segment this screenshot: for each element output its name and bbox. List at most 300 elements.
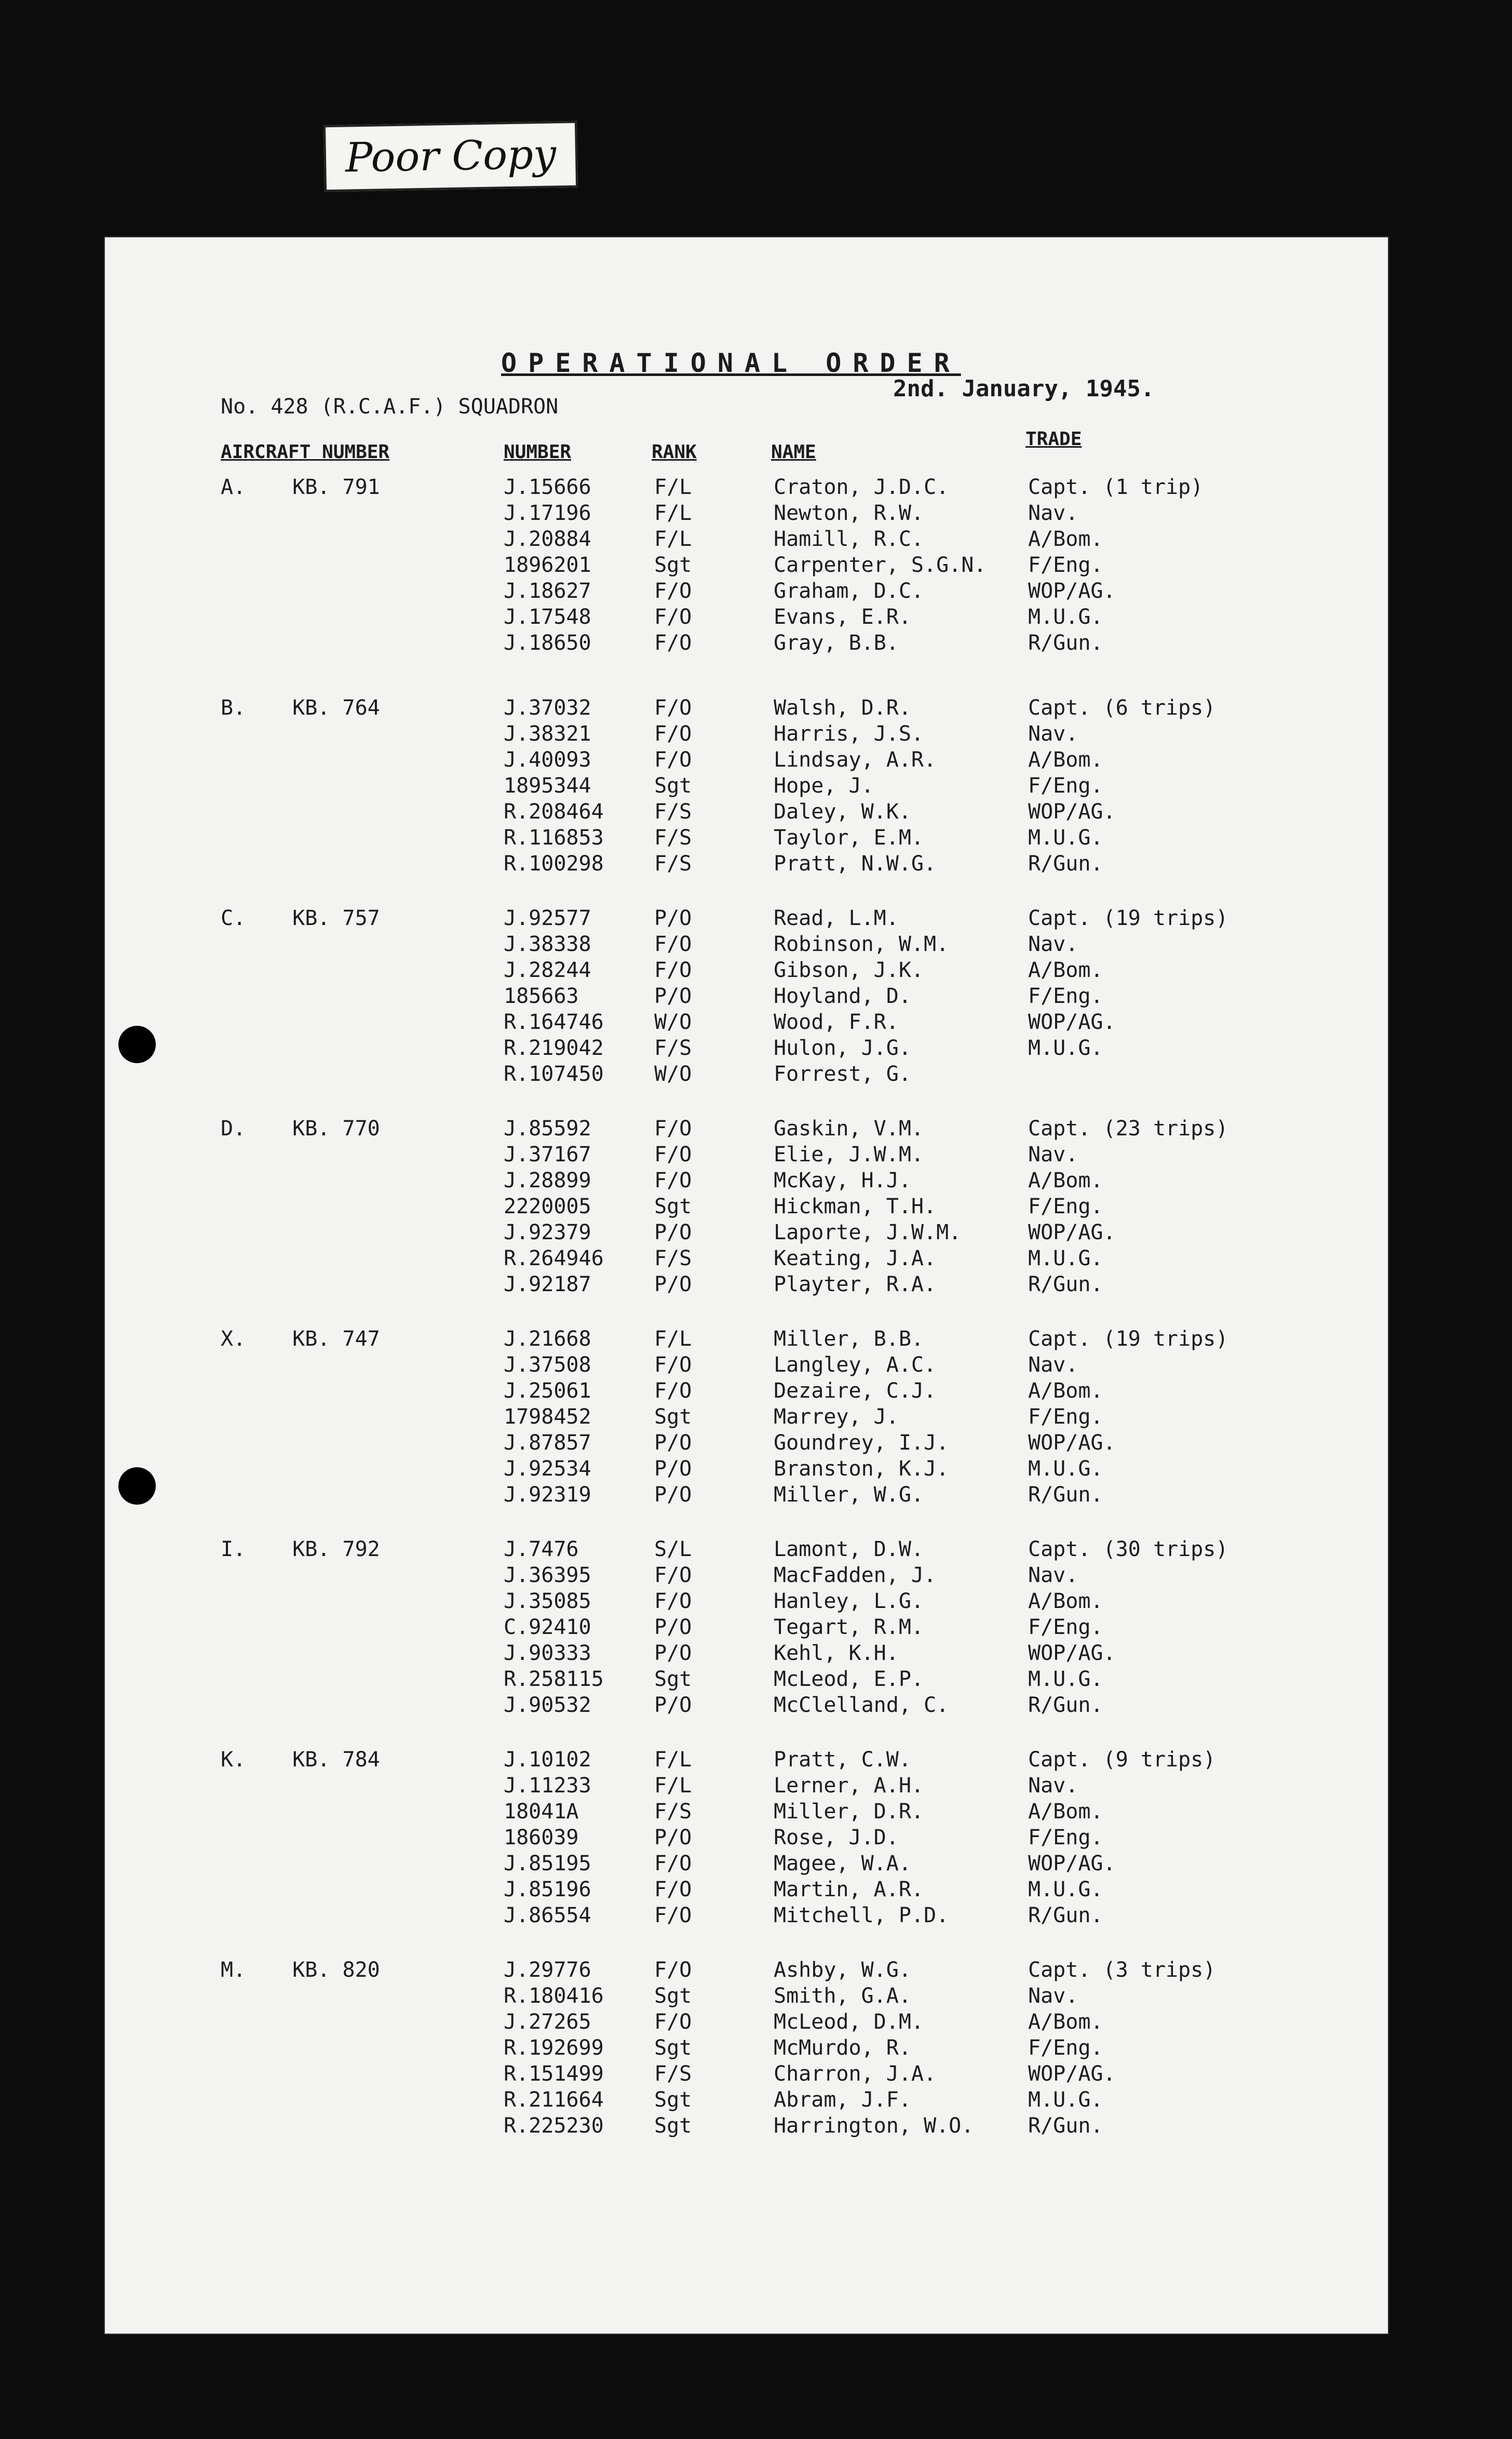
crew-row (504, 984, 1282, 1010)
crew-row (504, 1667, 1282, 1693)
crew-rank: F/S (654, 1800, 692, 1824)
crew-number: J.21668 (504, 1327, 591, 1351)
header-number: NUMBER (504, 441, 572, 463)
aircraft-serial: KB. 757 (292, 906, 380, 930)
crew-rank: P/O (654, 1615, 692, 1639)
crew-trade: A/Bom. (1028, 1169, 1103, 1192)
punch-hole (118, 1026, 156, 1063)
crew-trade: R/Gun. (1028, 1272, 1103, 1296)
crew-number: R.180416 (504, 1984, 604, 2008)
crew-row (504, 748, 1282, 774)
crew-trade: Nav. (1028, 501, 1078, 525)
crew-row (504, 1327, 1282, 1353)
squadron-name: No. 428 (R.C.A.F.) SQUADRON (221, 395, 559, 419)
crew-number: J.37508 (504, 1353, 591, 1377)
crew-trade: Capt. (9 trips) (1028, 1748, 1216, 1772)
header-name: NAME (771, 441, 816, 463)
crew-rank: F/O (654, 748, 692, 772)
crew-row (504, 1117, 1282, 1143)
crew-rank: Sgt (654, 1195, 692, 1218)
crew-number: J.92319 (504, 1483, 591, 1507)
crew-number: J.27265 (504, 2010, 591, 2034)
crew-rank: F/O (654, 1353, 692, 1377)
crew-name: McClelland, C. (774, 1693, 949, 1717)
crew-rank: F/S (654, 826, 692, 850)
crew-name: Pratt, C.W. (774, 1748, 911, 1772)
crew-row (504, 906, 1282, 932)
aircraft-letter: M. (221, 1958, 246, 1982)
crew-rank: Sgt (654, 1405, 692, 1429)
aircraft-label (221, 475, 380, 499)
crew-number: R.164746 (504, 1010, 604, 1034)
crew-row (504, 1353, 1282, 1379)
crew-rank: P/O (654, 1641, 692, 1665)
crew-name: Marrey, J. (774, 1405, 899, 1429)
crew-rank: F/O (654, 1589, 692, 1613)
crew-row (504, 852, 1282, 878)
crew-trade: R/Gun. (1028, 1483, 1103, 1507)
document-date: 2nd. January, 1945. (893, 376, 1155, 402)
crew-row (504, 1036, 1282, 1062)
crew-number: R.219042 (504, 1036, 604, 1060)
crew-name: Walsh, D.R. (774, 696, 911, 720)
header-trade: TRADE (1025, 428, 1082, 450)
crew-name: Tegart, R.M. (774, 1615, 924, 1639)
crew-number: J.85195 (504, 1852, 591, 1875)
crew-rank: F/O (654, 958, 692, 982)
crew-number: J.36395 (504, 1563, 591, 1587)
crew-number: J.10102 (504, 1748, 591, 1772)
crew-name: Langley, A.C. (774, 1353, 937, 1377)
crew-name: Charron, J.A. (774, 2062, 937, 2086)
crew-row (504, 527, 1282, 553)
crew-rank: P/O (654, 1693, 692, 1717)
aircraft-letter: X. (221, 1327, 246, 1351)
crew-row (504, 1537, 1282, 1563)
crew-name: Hoyland, D. (774, 984, 911, 1008)
crew-row (504, 1904, 1282, 1929)
crew-row (504, 1958, 1282, 1984)
crew-name: Graham, D.C. (774, 579, 924, 603)
crew-number: J.15666 (504, 475, 591, 499)
crew-name: Laporte, J.W.M. (774, 1221, 962, 1244)
crew-rank: P/O (654, 906, 692, 930)
crew-name: Gaskin, V.M. (774, 1117, 924, 1141)
crew-name: McMurdo, R. (774, 2036, 911, 2060)
crew-number: 1896201 (504, 553, 591, 577)
crew-trade: M.U.G. (1028, 1036, 1103, 1060)
crew-number: J.90532 (504, 1693, 591, 1717)
crew-row (504, 826, 1282, 852)
crew-trade: R/Gun. (1028, 1693, 1103, 1717)
punch-hole (118, 1467, 156, 1505)
crew-row (504, 631, 1282, 657)
crew-name: Pratt, N.W.G. (774, 852, 937, 876)
crew-number: J.92577 (504, 906, 591, 930)
crew-rank: Sgt (654, 2114, 692, 2138)
crew-row (504, 1457, 1282, 1483)
crew-rank: F/O (654, 1904, 692, 1927)
crew-trade: M.U.G. (1028, 826, 1103, 850)
crew-trade: Nav. (1028, 1984, 1078, 2008)
crew-rank: F/O (654, 932, 692, 956)
crew-number: J.29776 (504, 1958, 591, 1982)
crew-number: J.20884 (504, 527, 591, 551)
aircraft-label (221, 1327, 380, 1351)
crew-trade: F/Eng. (1028, 774, 1103, 798)
crew-number: R.258115 (504, 1667, 604, 1691)
crew-rank: F/S (654, 1036, 692, 1060)
crew-number: J.7476 (504, 1537, 579, 1561)
crew-number: J.90333 (504, 1641, 591, 1665)
crew-rank: P/O (654, 1431, 692, 1455)
crew-trade: WOP/AG. (1028, 579, 1116, 603)
aircraft-serial: KB. 792 (292, 1537, 380, 1561)
document-title: OPERATIONAL ORDER (501, 348, 961, 378)
crew-row (504, 1195, 1282, 1221)
crew-number: J.92187 (504, 1272, 591, 1296)
aircraft-label (221, 696, 380, 720)
crew-number: R.100298 (504, 852, 604, 876)
crew-number: J.85196 (504, 1878, 591, 1901)
crew-name: Playter, R.A. (774, 1272, 937, 1296)
crew-number: J.18650 (504, 631, 591, 655)
crew-number: J.92379 (504, 1221, 591, 1244)
crew-name: Daley, W.K. (774, 800, 911, 824)
crew-trade: R/Gun. (1028, 1904, 1103, 1927)
crew-name: Miller, W.G. (774, 1483, 924, 1507)
crew-row (504, 2114, 1282, 2140)
crew-name: Branston, K.J. (774, 1457, 949, 1481)
crew-row (504, 2088, 1282, 2114)
crew-rank: F/O (654, 1958, 692, 1982)
aircraft-letter: C. (221, 906, 246, 930)
crew-rank: F/L (654, 1774, 692, 1798)
crew-trade: M.U.G. (1028, 1878, 1103, 1901)
crew-rank: Sgt (654, 774, 692, 798)
aircraft-serial: KB. 791 (292, 475, 380, 499)
crew-rank: Sgt (654, 2036, 692, 2060)
crew-rank: F/O (654, 605, 692, 629)
crew-name: Ashby, W.G. (774, 1958, 911, 1982)
crew-number: 1798452 (504, 1405, 591, 1429)
crew-trade: Nav. (1028, 722, 1078, 746)
crew-row (504, 1379, 1282, 1405)
crew-row (504, 553, 1282, 579)
crew-row (504, 1483, 1282, 1509)
crew-trade: R/Gun. (1028, 852, 1103, 876)
crew-rank: F/L (654, 501, 692, 525)
crew-number: J.17548 (504, 605, 591, 629)
crew-trade: Capt. (6 trips) (1028, 696, 1216, 720)
crew-number: C.92410 (504, 1615, 591, 1639)
crew-trade: M.U.G. (1028, 1457, 1103, 1481)
crew-row (504, 501, 1282, 527)
crew-number: R.208464 (504, 800, 604, 824)
crew-name: Craton, J.D.C. (774, 475, 949, 499)
crew-name: Magee, W.A. (774, 1852, 911, 1875)
crew-number: J.92534 (504, 1457, 591, 1481)
crew-row (504, 579, 1282, 605)
crew-row (504, 1826, 1282, 1852)
crew-row (504, 932, 1282, 958)
crew-rank: F/O (654, 1852, 692, 1875)
crew-number: J.40093 (504, 748, 591, 772)
crew-rank: W/O (654, 1010, 692, 1034)
crew-name: Lindsay, A.R. (774, 748, 937, 772)
crew-trade: M.U.G. (1028, 2088, 1103, 2112)
crew-row (504, 1563, 1282, 1589)
crew-number: J.87857 (504, 1431, 591, 1455)
crew-row (504, 722, 1282, 748)
crew-rank: F/S (654, 800, 692, 824)
crew-number: J.28244 (504, 958, 591, 982)
crew-number: 1895344 (504, 774, 591, 798)
crew-rank: P/O (654, 1483, 692, 1507)
crew-number: J.11233 (504, 1774, 591, 1798)
crew-trade: A/Bom. (1028, 527, 1103, 551)
crew-row (504, 1984, 1282, 2010)
aircraft-serial: KB. 770 (292, 1117, 380, 1141)
crew-row (504, 2062, 1282, 2088)
crew-row (504, 1221, 1282, 1247)
crew-name: Martin, A.R. (774, 1878, 924, 1901)
crew-row (504, 475, 1282, 501)
crew-rank: F/O (654, 1379, 692, 1403)
crew-name: Harrington, W.O. (774, 2114, 974, 2138)
crew-row (504, 1143, 1282, 1169)
crew-number: R.151499 (504, 2062, 604, 2086)
crew-row (504, 605, 1282, 631)
crew-trade: M.U.G. (1028, 1667, 1103, 1691)
crew-number: J.28899 (504, 1169, 591, 1192)
crew-number: J.37032 (504, 696, 591, 720)
crew-name: Hanley, L.G. (774, 1589, 924, 1613)
aircraft-label (221, 1117, 380, 1141)
document-sheet (104, 236, 1389, 2335)
crew-trade: Capt. (23 trips) (1028, 1117, 1228, 1141)
crew-row (504, 1589, 1282, 1615)
crew-rank: F/O (654, 579, 692, 603)
crew-number: R.264946 (504, 1247, 604, 1270)
crew-rank: S/L (654, 1537, 692, 1561)
crew-row (504, 1693, 1282, 1719)
aircraft-label (221, 1748, 380, 1772)
crew-trade: WOP/AG. (1028, 2062, 1116, 2086)
crew-trade: R/Gun. (1028, 2114, 1103, 2138)
crew-name: Wood, F.R. (774, 1010, 899, 1034)
crew-name: MacFadden, J. (774, 1563, 937, 1587)
crew-rank: F/O (654, 2010, 692, 2034)
crew-name: Lamont, D.W. (774, 1537, 924, 1561)
crew-rank: P/O (654, 1457, 692, 1481)
crew-number: 185663 (504, 984, 579, 1008)
aircraft-serial: KB. 820 (292, 1958, 380, 1982)
crew-name: Hulon, J.G. (774, 1036, 911, 1060)
aircraft-serial: KB. 764 (292, 696, 380, 720)
aircraft-letter: D. (221, 1117, 246, 1141)
crew-trade: WOP/AG. (1028, 1852, 1116, 1875)
crew-number: R.211664 (504, 2088, 604, 2112)
crew-name: Elie, J.W.M. (774, 1143, 924, 1167)
crew-trade: Capt. (19 trips) (1028, 906, 1228, 930)
aircraft-letter: A. (221, 475, 246, 499)
crew-name: Kehl, K.H. (774, 1641, 899, 1665)
crew-trade: Nav. (1028, 932, 1078, 956)
crew-number: 2220005 (504, 1195, 591, 1218)
crew-trade: WOP/AG. (1028, 1010, 1116, 1034)
aircraft-label (221, 906, 380, 930)
crew-number: J.25061 (504, 1379, 591, 1403)
crew-number: J.37167 (504, 1143, 591, 1167)
crew-trade: F/Eng. (1028, 1405, 1103, 1429)
crew-number: J.35085 (504, 1589, 591, 1613)
crew-number: J.38321 (504, 722, 591, 746)
crew-row (504, 1062, 1282, 1088)
crew-rank: F/O (654, 696, 692, 720)
crew-rank: F/O (654, 722, 692, 746)
crew-name: Smith, G.A. (774, 1984, 911, 2008)
crew-trade: Capt. (1 trip) (1028, 475, 1204, 499)
crew-trade: A/Bom. (1028, 1589, 1103, 1613)
crew-trade: F/Eng. (1028, 1195, 1103, 1218)
crew-row (504, 1641, 1282, 1667)
crew-trade: M.U.G. (1028, 1247, 1103, 1270)
crew-rank: F/S (654, 2062, 692, 2086)
crew-number: R.107450 (504, 1062, 604, 1086)
crew-name: Read, L.M. (774, 906, 899, 930)
crew-trade: Capt. (3 trips) (1028, 1958, 1216, 1982)
crew-trade: WOP/AG. (1028, 1641, 1116, 1665)
crew-row (504, 1169, 1282, 1195)
crew-row (504, 1247, 1282, 1272)
crew-trade: Capt. (30 trips) (1028, 1537, 1228, 1561)
aircraft-letter: B. (221, 696, 246, 720)
crew-name: Evans, E.R. (774, 605, 911, 629)
crew-trade: WOP/AG. (1028, 1221, 1116, 1244)
crew-row (504, 1878, 1282, 1904)
crew-name: McKay, H.J. (774, 1169, 911, 1192)
crew-rank: F/O (654, 1878, 692, 1901)
crew-trade: Capt. (19 trips) (1028, 1327, 1228, 1351)
crew-trade: A/Bom. (1028, 958, 1103, 982)
crew-rank: F/L (654, 527, 692, 551)
crew-rank: Sgt (654, 553, 692, 577)
crew-name: McLeod, D.M. (774, 2010, 924, 2034)
crew-number: J.18627 (504, 579, 591, 603)
crew-trade: A/Bom. (1028, 2010, 1103, 2034)
crew-rank: Sgt (654, 1984, 692, 2008)
crew-name: Lerner, A.H. (774, 1774, 924, 1798)
crew-rank: Sgt (654, 2088, 692, 2112)
header-aircraft: AIRCRAFT NUMBER (221, 441, 390, 463)
crew-name: Taylor, E.M. (774, 826, 924, 850)
crew-name: Hope, J. (774, 774, 874, 798)
crew-trade: A/Bom. (1028, 1379, 1103, 1403)
crew-rank: F/O (654, 1169, 692, 1192)
crew-trade: F/Eng. (1028, 1615, 1103, 1639)
aircraft-letter: I. (221, 1537, 246, 1561)
crew-name: Abram, J.F. (774, 2088, 911, 2112)
crew-row (504, 1774, 1282, 1800)
aircraft-serial: KB. 747 (292, 1327, 380, 1351)
crew-rank: F/L (654, 1748, 692, 1772)
crew-name: Miller, B.B. (774, 1327, 924, 1351)
crew-rank: F/L (654, 1327, 692, 1351)
crew-row (504, 696, 1282, 722)
crew-number: J.38338 (504, 932, 591, 956)
crew-name: Goundrey, I.J. (774, 1431, 949, 1455)
aircraft-label (221, 1958, 380, 1982)
crew-number: 18041A (504, 1800, 579, 1824)
crew-name: Harris, J.S. (774, 722, 924, 746)
crew-rank: F/O (654, 1117, 692, 1141)
crew-name: Gibson, J.K. (774, 958, 924, 982)
crew-trade: F/Eng. (1028, 1826, 1103, 1850)
crew-name: Newton, R.W. (774, 501, 924, 525)
crew-name: Carpenter, S.G.N. (774, 553, 987, 577)
crew-trade: Nav. (1028, 1774, 1078, 1798)
crew-row (504, 1615, 1282, 1641)
crew-rank: W/O (654, 1062, 692, 1086)
crew-trade: F/Eng. (1028, 2036, 1103, 2060)
crew-row (504, 800, 1282, 826)
crew-rank: F/O (654, 631, 692, 655)
crew-rank: F/O (654, 1563, 692, 1587)
crew-row (504, 2010, 1282, 2036)
poor-copy-label: Poor Copy (323, 121, 578, 192)
crew-name: Keating, J.A. (774, 1247, 937, 1270)
crew-number: R.116853 (504, 826, 604, 850)
crew-number: J.17196 (504, 501, 591, 525)
crew-row (504, 1010, 1282, 1036)
crew-name: Robinson, W.M. (774, 932, 949, 956)
crew-row (504, 2036, 1282, 2062)
crew-row (504, 958, 1282, 984)
crew-name: Dezaire, C.J. (774, 1379, 937, 1403)
crew-rank: Sgt (654, 1667, 692, 1691)
crew-number: 186039 (504, 1826, 579, 1850)
aircraft-letter: K. (221, 1748, 246, 1772)
crew-trade: A/Bom. (1028, 748, 1103, 772)
crew-trade: R/Gun. (1028, 631, 1103, 655)
crew-name: Miller, D.R. (774, 1800, 924, 1824)
crew-name: Gray, B.B. (774, 631, 899, 655)
crew-row (504, 1748, 1282, 1774)
crew-number: R.225230 (504, 2114, 604, 2138)
crew-name: Hamill, R.C. (774, 527, 924, 551)
crew-number: J.85592 (504, 1117, 591, 1141)
crew-row (504, 1272, 1282, 1298)
crew-rank: P/O (654, 1221, 692, 1244)
crew-rank: F/S (654, 852, 692, 876)
crew-row (504, 1405, 1282, 1431)
crew-rank: F/S (654, 1247, 692, 1270)
crew-name: McLeod, E.P. (774, 1667, 924, 1691)
crew-number: J.86554 (504, 1904, 591, 1927)
crew-name: Rose, J.D. (774, 1826, 899, 1850)
crew-rank: F/L (654, 475, 692, 499)
crew-row (504, 774, 1282, 800)
crew-row (504, 1852, 1282, 1878)
crew-rank: P/O (654, 1826, 692, 1850)
crew-name: Hickman, T.H. (774, 1195, 937, 1218)
crew-trade: A/Bom. (1028, 1800, 1103, 1824)
crew-rank: P/O (654, 1272, 692, 1296)
crew-trade: F/Eng. (1028, 984, 1103, 1008)
crew-trade: WOP/AG. (1028, 800, 1116, 824)
crew-trade: Nav. (1028, 1143, 1078, 1167)
